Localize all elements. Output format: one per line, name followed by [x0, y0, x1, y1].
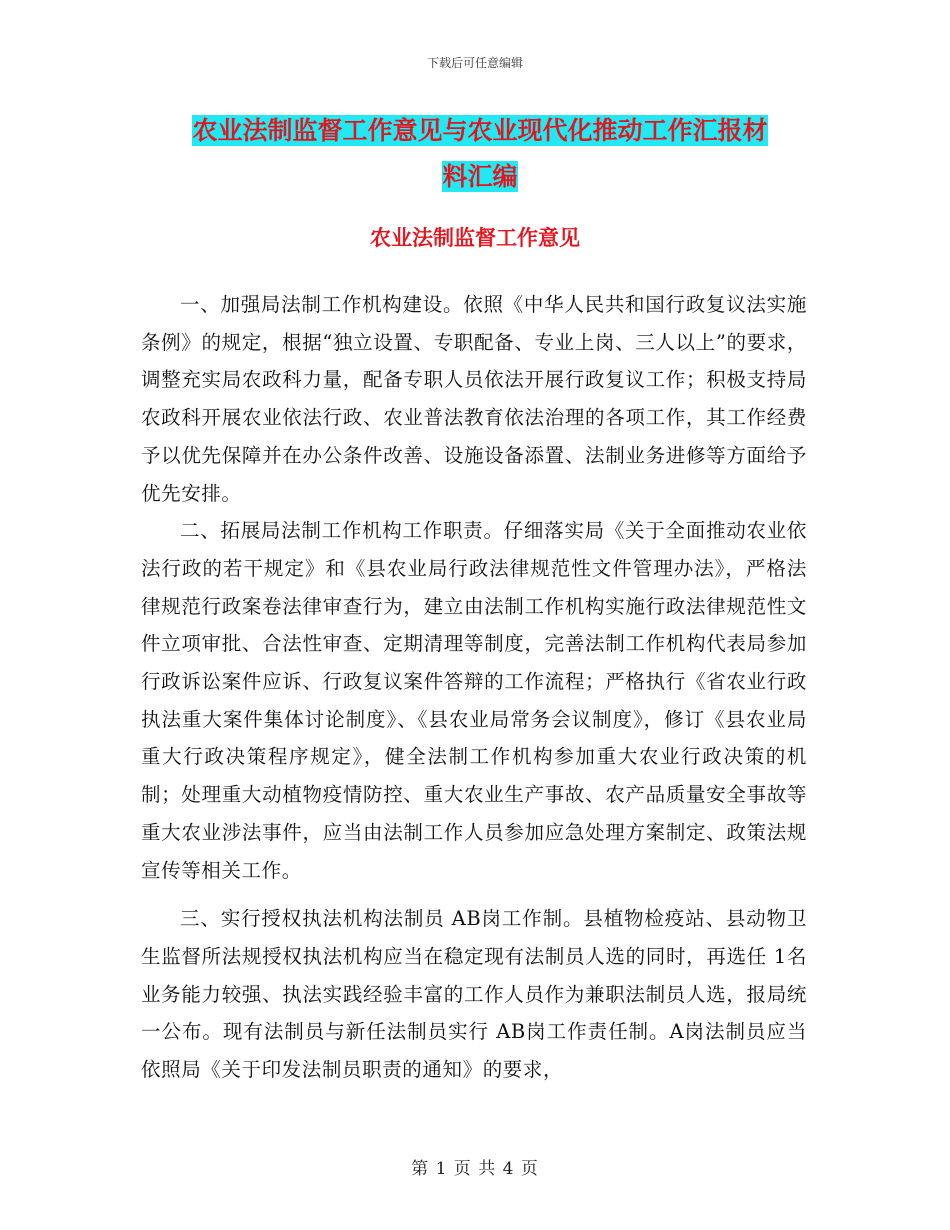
- document-body: [141, 286, 807, 1089]
- paragraph-3: 三、实行授权执法机构法制员 AB岗工作制。县植物检疫站、县动物卫生监督所法规授权执法机构应当在稳定现有法制员人选的同时，再选任 1名业务能力较强、执法实践经验丰富的工作人员作为兼职法制员人选，报局统一公布。现有法制员与新任法制员实行 AB岗工作责任制。A岗法制员应当依照局《关于印发法制员职责的通知》的要求，: [141, 907, 807, 1082]
- document-title: [140, 108, 820, 200]
- document-title-line-1: 农业法制监督工作意见与农业现代化推动工作汇报材: [192, 116, 768, 145]
- section-title: 农业法制监督工作意见: [370, 225, 580, 250]
- document-title-line-2: 料汇编: [442, 162, 518, 191]
- page-number-footer: 第 1 页 共 4 页: [411, 1159, 539, 1179]
- paragraph-1: 一、加强局法制工作机构建设。依照《中华人民共和国行政复议法实施条例》的规定，根据“独立设置、专职配备、专业上岗、三人以上”的要求，调整充实局农政科力量，配备专职人员依法开展行政复议工作；积极支持局农政科开展农业依法行政、农业普法教育依法治理的各项工作，其工作经费予以优先保障并在办公条件改善、设施设备添置、法制业务进修等方面给予优先安排。: [141, 293, 807, 505]
- page-header-note: 下载后可任意编辑: [426, 56, 523, 70]
- paragraph-2: 二、拓展局法制工作机构工作职责。仔细落实局《关于全面推动农业依法行政的若干规定》和《县农业局行政法律规范性文件管理办法》，严格法律规范行政案卷法律审查行为，建立由法制工作机构实施行政法律规范性文件立项审批、合法性审查、定期清理等制度，完善法制工作机构代表局参加行政诉讼案件应诉、行政复议案件答辩的工作流程；严格执行《省农业行政执法重大案件集体讨论制度》、《县农业局常务会议制度》，修订《县农业局重大行政决策程序规定》，健全法制工作机构参加重大农业行政决策的机制；处理重大动植物疫情防控、重大农业生产事故、农产品质量安全事故等重大农业涉法事件，应当由法制工作人员参加应急处理方案制定、政策法规宣传等相关工作。: [141, 519, 807, 882]
